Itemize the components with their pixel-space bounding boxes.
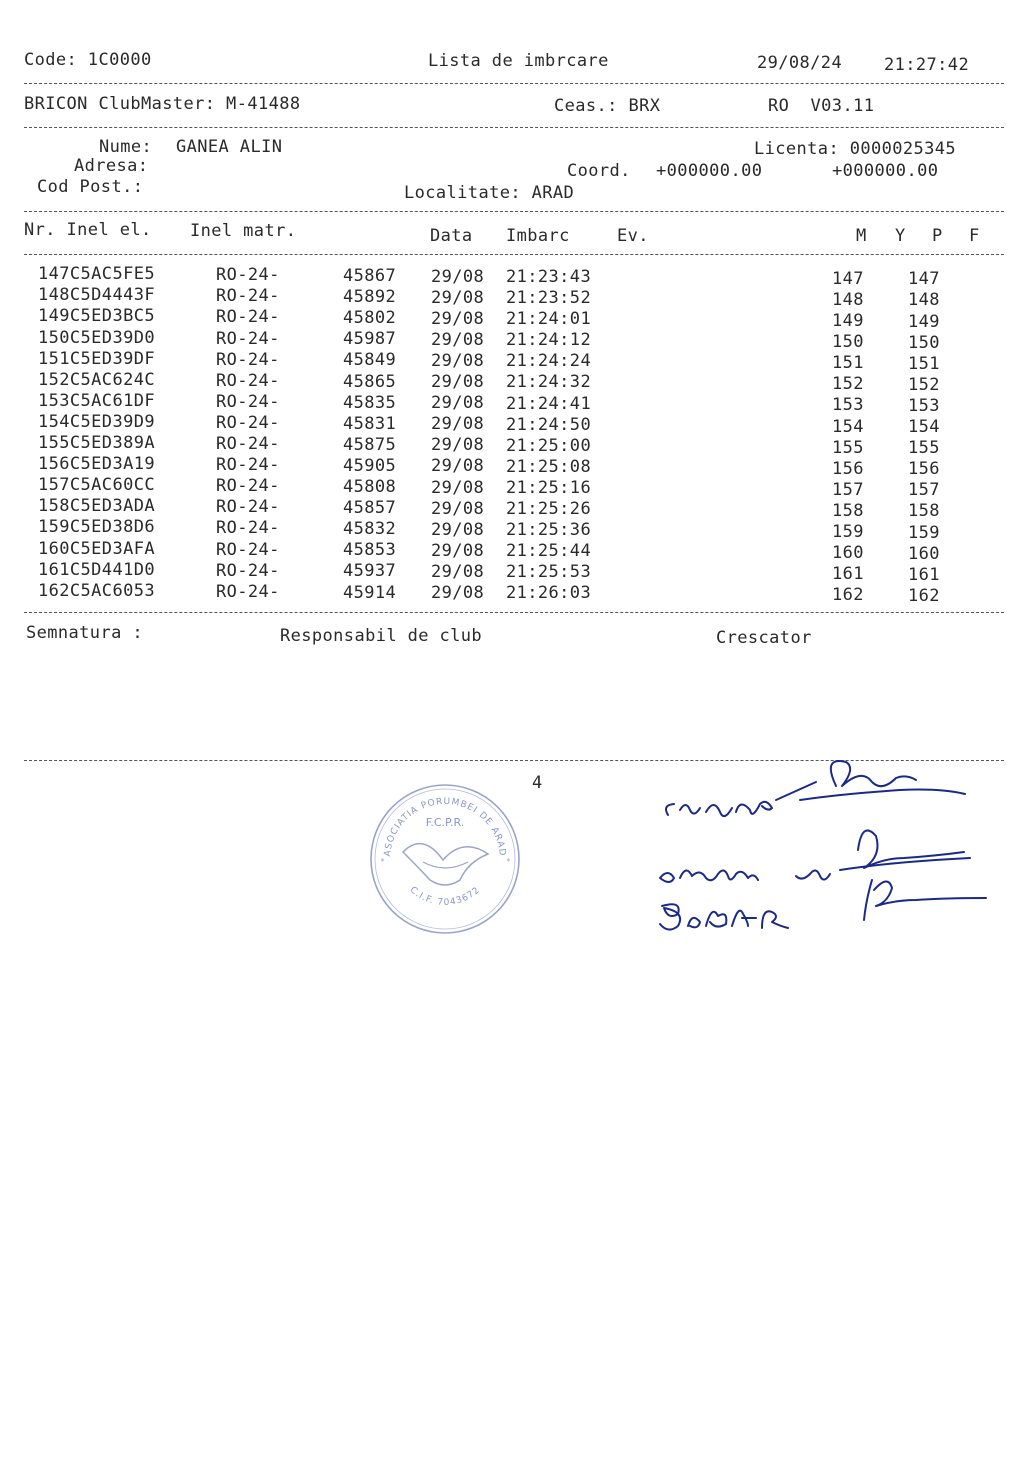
cell-prefix: RO-24-: [216, 476, 280, 497]
cell-y: 154: [908, 417, 940, 437]
svg-text:*: *: [380, 857, 385, 866]
cell-m: 159: [832, 522, 864, 543]
separator-line: [24, 254, 1004, 255]
cell-y: 151: [908, 353, 940, 374]
cell-m: 158: [832, 500, 864, 521]
cell-imbarc: 21:25:16: [506, 477, 592, 498]
locality-label: Localitate: ARAD: [404, 183, 575, 203]
cell-inel-el: 158C5ED3ADA: [38, 496, 155, 517]
cell-y: 156: [908, 459, 940, 480]
table-row: [0, 538, 1024, 564]
table-row: [0, 411, 1024, 437]
cell-y: 161: [908, 564, 940, 585]
cell-inel-matr: 45857: [343, 498, 397, 519]
handwritten-signatures: [640, 730, 1000, 950]
cell-data: 29/08: [431, 519, 485, 540]
cell-data: 29/08: [431, 498, 485, 519]
cell-inel-el: 162C5AC6053: [38, 580, 155, 601]
cell-inel-matr: 45853: [343, 540, 397, 561]
print-date: 29/08/24: [757, 53, 843, 73]
table-row: [0, 348, 1024, 374]
cell-inel-matr: 45875: [343, 434, 397, 455]
cell-inel-matr: 45835: [343, 392, 397, 413]
system-label: BRICON ClubMaster: M-41488: [24, 94, 301, 114]
cell-inel-matr: 45987: [343, 329, 397, 350]
cell-m: 151: [832, 353, 864, 374]
table-row: [0, 580, 1024, 606]
coord-label: Coord.: [567, 161, 631, 181]
cell-inel-matr: 45849: [343, 350, 397, 371]
cell-y: 148: [908, 290, 940, 311]
table-row: [0, 433, 1024, 459]
cell-prefix: RO-24-: [216, 370, 280, 391]
svg-text:C.I.F. 7043672: [408, 885, 483, 908]
separator-line: [24, 211, 1004, 212]
col-header-data: Data: [430, 226, 473, 246]
cell-inel-el: 151C5ED39DF: [38, 348, 155, 369]
cell-imbarc: 21:25:26: [506, 499, 592, 520]
cell-imbarc: 21:25:08: [506, 456, 592, 477]
cell-prefix: RO-24-: [216, 391, 280, 412]
cell-inel-matr: 45831: [343, 413, 397, 434]
cell-imbarc: 21:24:50: [506, 414, 592, 435]
cell-imbarc: 21:23:52: [506, 288, 592, 309]
cell-prefix: RO-24-: [216, 581, 280, 602]
cell-inel-matr: 45914: [343, 582, 397, 603]
cell-y: 153: [908, 395, 940, 416]
cell-data: 29/08: [431, 477, 485, 498]
owner-name: GANEA ALIN: [176, 137, 283, 157]
table-row: [0, 559, 1024, 585]
cell-inel-matr: 45892: [343, 287, 397, 308]
cell-y: 155: [908, 438, 940, 459]
cell-inel-matr: 45832: [343, 519, 397, 540]
cell-inel-matr: 45867: [343, 266, 397, 286]
cell-prefix: RO-24-: [216, 539, 280, 560]
table-row: [0, 454, 1024, 480]
cell-imbarc: 21:24:41: [506, 393, 592, 414]
cell-imbarc: 21:25:00: [506, 435, 592, 456]
cell-data: 29/08: [431, 414, 485, 435]
cell-inel-matr: 45905: [343, 455, 397, 476]
coord-value-2: +000000.00: [832, 161, 939, 181]
cell-data: 29/08: [431, 456, 485, 477]
cell-y: 159: [908, 522, 940, 543]
separator-line: [24, 83, 1004, 84]
cell-prefix: RO-24-: [216, 286, 280, 307]
cell-inel-el: 159C5ED38D6: [38, 517, 155, 538]
col-header-f: F: [969, 226, 980, 246]
cell-inel-matr: 45937: [343, 561, 397, 582]
cell-prefix: RO-24-: [216, 328, 280, 349]
postal-code-label: Cod Post.:: [37, 177, 144, 197]
cell-inel-el: 161C5D441D0: [38, 559, 155, 580]
table-row: [0, 306, 1024, 332]
cell-y: 158: [908, 501, 940, 522]
cell-m: 160: [832, 543, 864, 564]
cell-data: 29/08: [431, 372, 485, 393]
svg-text:*: *: [506, 857, 511, 866]
separator-line: [24, 612, 1004, 613]
stamp-top-text: ASOCIATIA PORUMBEI DE ARAD: [382, 796, 508, 858]
cell-y: 152: [908, 374, 940, 395]
cell-data: 29/08: [431, 393, 485, 414]
cell-inel-matr: 45802: [343, 308, 397, 329]
cell-prefix: RO-24-: [216, 518, 280, 539]
table-row: [0, 390, 1024, 416]
table-row: [0, 327, 1024, 353]
col-header-nr-inel-el: Nr. Inel el.: [24, 220, 152, 240]
version-label: RO V03.11: [768, 96, 875, 116]
cell-m: 149: [832, 311, 864, 332]
page-number: 4: [532, 773, 543, 793]
club-responsible-label: Responsabil de club: [280, 626, 483, 646]
name-label: Nume:: [99, 137, 153, 157]
cell-m: 147: [832, 268, 864, 289]
cell-inel-el: 157C5AC60CC: [38, 475, 155, 496]
club-stamp: [368, 782, 522, 936]
cell-y: 157: [908, 480, 940, 501]
table-row: [0, 369, 1024, 395]
cell-inel-el: 153C5AC61DF: [38, 390, 155, 411]
cell-prefix: RO-24-: [216, 434, 280, 455]
cell-y: 150: [908, 332, 940, 353]
table-row: [0, 496, 1024, 522]
cell-imbarc: 21:25:53: [506, 562, 592, 583]
cell-m: 157: [832, 479, 864, 500]
document-title: Lista de imbrcare: [428, 51, 609, 71]
cell-imbarc: 21:24:24: [506, 351, 592, 372]
cell-m: 154: [832, 416, 864, 437]
signature-ciorba-icon: [666, 802, 772, 816]
table-row: [0, 285, 1024, 311]
license-number: Licenta: 0000025345: [754, 139, 957, 159]
cell-inel-matr: 45808: [343, 477, 397, 497]
cell-prefix: RO-24-: [216, 412, 280, 433]
cell-data: 29/08: [431, 583, 485, 604]
table-row: [0, 517, 1024, 543]
table-row: [0, 475, 1024, 501]
col-header-y: Y: [895, 226, 906, 246]
cell-prefix: RO-24-: [216, 497, 280, 518]
cell-prefix: RO-24-: [216, 455, 280, 476]
cell-y: 160: [908, 543, 940, 564]
stamp-bottom-text: C.I.F. 7043672: [407, 885, 483, 909]
col-header-imbarc: Imbarc: [506, 226, 570, 246]
signature-bobar-icon: [660, 904, 788, 929]
cell-imbarc: 21:24:01: [506, 309, 592, 330]
cell-inel-el: 149C5ED3BC5: [38, 306, 155, 327]
cell-m: 155: [832, 437, 864, 458]
table-row: [0, 264, 1024, 290]
cell-prefix: RO-24-: [216, 349, 280, 370]
cell-inel-el: 148C5D4443F: [38, 285, 155, 306]
cell-imbarc: 21:24:12: [506, 330, 592, 351]
cell-m: 153: [832, 395, 864, 416]
cell-inel-el: 152C5AC624C: [38, 369, 155, 390]
cell-data: 29/08: [431, 561, 485, 582]
cell-inel-el: 150C5ED39D0: [38, 327, 155, 348]
cell-prefix: RO-24-: [216, 307, 280, 328]
breeder-label: Crescator: [716, 628, 812, 648]
cell-imbarc: 21:25:36: [506, 520, 592, 541]
cell-inel-matr: 45865: [343, 371, 397, 392]
col-header-inel-matr: Inel matr.: [190, 221, 297, 241]
cell-imbarc: 21:24:32: [506, 372, 592, 393]
cell-m: 150: [832, 332, 864, 353]
coord-value-1: +000000.00: [656, 161, 763, 181]
cell-inel-el: 160C5ED3AFA: [38, 538, 155, 559]
cell-inel-el: 154C5ED39D9: [38, 411, 155, 432]
cell-m: 156: [832, 458, 864, 479]
signature-opronoiu-icon: [660, 870, 830, 882]
cell-data: 29/08: [431, 266, 485, 287]
separator-line: [24, 127, 1004, 128]
cell-inel-el: 156C5ED3A19: [38, 454, 155, 475]
cell-m: 152: [832, 374, 864, 395]
cell-data: 29/08: [431, 308, 485, 329]
cell-data: 29/08: [431, 350, 485, 371]
cell-data: 29/08: [431, 540, 485, 561]
cell-m: 162: [832, 585, 864, 606]
pigeon-emblem-icon: [403, 844, 488, 885]
cell-imbarc: 21:23:43: [506, 266, 592, 287]
cell-prefix: RO-24-: [216, 560, 280, 581]
cell-data: 29/08: [431, 287, 485, 308]
print-time: 21:27:42: [884, 55, 970, 75]
col-header-p: P: [932, 226, 943, 246]
cell-data: 29/08: [431, 435, 485, 456]
cell-inel-el: 155C5ED389A: [38, 433, 155, 454]
cell-imbarc: 21:25:44: [506, 541, 592, 562]
code-label: Code: 1C0000: [24, 50, 152, 70]
cell-imbarc: 21:26:03: [506, 583, 592, 604]
cell-y: 147: [908, 269, 940, 290]
cell-m: 161: [832, 564, 864, 585]
col-header-ev: Ev.: [617, 226, 649, 246]
stamp-middle-text: F.C.P.R.: [425, 816, 465, 829]
signature-label: Semnatura :: [26, 623, 143, 643]
cell-m: 148: [832, 289, 864, 310]
cell-data: 29/08: [431, 329, 485, 350]
clock-label: Ceas.: BRX: [554, 96, 661, 116]
cell-y: 149: [908, 311, 940, 332]
cell-y: 162: [908, 585, 940, 606]
col-header-m: M: [856, 226, 867, 246]
cell-inel-el: 147C5AC5FE5: [38, 264, 155, 285]
address-label: Adresa:: [74, 156, 149, 176]
cell-prefix: RO-24-: [216, 265, 280, 286]
